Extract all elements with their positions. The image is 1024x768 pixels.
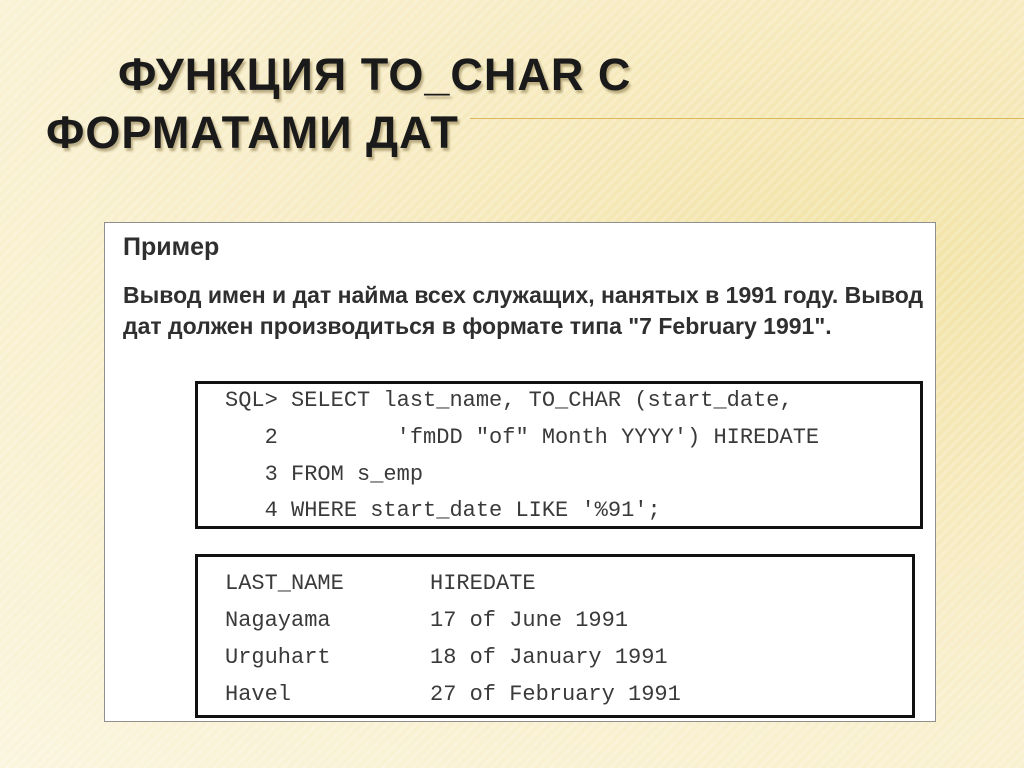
example-heading: Пример	[123, 233, 220, 261]
table-row	[225, 680, 681, 710]
cell-last-name: Urguhart	[225, 645, 331, 670]
example-description: Вывод имен и дат найма всех служащих, нанятых в 1991 году. Вывод дат должен производиться в формате типа "7 February 1991".	[123, 282, 924, 339]
query-result-box	[195, 554, 915, 718]
cell-hiredate: 18 of January 1991	[430, 645, 668, 670]
sql-line-prefix: 3	[225, 462, 292, 487]
table-row	[225, 643, 668, 673]
sql-code-box	[195, 381, 923, 529]
cell-hiredate: 17 of June 1991	[430, 608, 629, 633]
sql-line-4	[225, 496, 661, 526]
sql-line-text: SELECT last_name, TO_CHAR (start_date,	[291, 388, 793, 413]
cell-last-name: Havel	[225, 682, 292, 707]
column-header-last-name: LAST_NAME	[225, 571, 344, 596]
table-row	[225, 606, 628, 636]
example-panel	[104, 222, 936, 722]
sql-line-3	[225, 460, 423, 490]
sql-line-text: 'fmDD "of" Month YYYY') HIREDATE	[291, 425, 820, 450]
column-header-hiredate: HIREDATE	[430, 571, 536, 596]
sql-line-text: WHERE start_date LIKE '%91';	[291, 498, 661, 523]
slide-title	[46, 46, 631, 162]
sql-line-prefix: 4	[225, 498, 292, 523]
sql-line-text: FROM s_emp	[291, 462, 424, 487]
slide-title-line-1: ФУНКЦИЯ TO_CHAR С	[118, 49, 632, 100]
sql-line-1	[225, 386, 793, 416]
cell-last-name: Nagayama	[225, 608, 331, 633]
sql-line-prefix: SQL>	[225, 388, 292, 413]
slide-title-line-2: ФОРМАТАМИ ДАТ	[46, 107, 459, 158]
sql-line-2	[225, 423, 819, 453]
result-header-row	[225, 569, 536, 599]
sql-line-prefix: 2	[225, 425, 292, 450]
cell-hiredate: 27 of February 1991	[430, 682, 681, 707]
